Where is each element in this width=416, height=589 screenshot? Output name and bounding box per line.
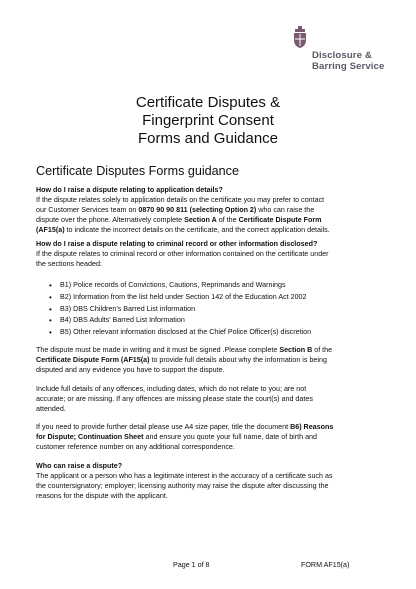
sections-list-wrap	[36, 280, 376, 339]
q1-line-4: (AF15(a) to indicate the incorrect details on the certificate, and the correct application details.	[36, 225, 330, 234]
para-3: If you need to provide further detail please use A4 size paper, title the document B6) Reasons for Dispute; Continuation Sheet and ensure you quote your full name, date of birth and customer reference number on any additional correspondence.	[36, 423, 334, 451]
q1-block	[36, 186, 376, 236]
section-heading: Certificate Disputes Forms guidance	[36, 164, 239, 178]
list-item: • B2) Information from the list held under Section 142 of the Education Act 2002	[36, 292, 376, 304]
q2-question: How do I raise a dispute relating to criminal record or other information disclosed?	[36, 240, 318, 248]
document-title	[0, 94, 416, 148]
logo-line-1: Disclosure &	[312, 50, 372, 61]
royal-crest-icon	[292, 26, 308, 48]
form-code: FORM AF15(a)	[301, 561, 350, 569]
logo-line-2: Barring Service	[312, 61, 385, 72]
q1-line-1: If the dispute relates solely to application details on the certificate you may prefer to contact	[36, 195, 325, 204]
phone-number: 0870 90 90 811 (selecting Option 2)	[138, 205, 257, 214]
q1-line-3: dispute over the phone. Alternatively complete Section A of the Certificate Dispute Form	[36, 215, 322, 224]
list-item: • B4) DBS Adults' Barred List Information	[36, 315, 376, 327]
sections-list	[36, 280, 376, 339]
title-line-3: Forms and Guidance	[137, 130, 279, 147]
q2-line-2: the sections headed:	[36, 259, 102, 268]
q1-line-2: our Customer Services team on 0870 90 90 811 (selecting Option 2) who can raise the	[36, 205, 315, 214]
q3-block: Who can raise a dispute? The applicant or a person who has a legitimate interest in the accuracy of a certificate such as the countersignatory; employer; licensing authority may raise the dispute after discussing the reasons for the dispute with the applicant.	[36, 462, 376, 502]
list-item: • B3) DBS Children's Barred List information	[36, 304, 376, 316]
logo-text	[312, 50, 384, 72]
q2-line-1: If the dispute relates to criminal record or other information contained on the certificate under	[36, 249, 329, 258]
para-1: The dispute must be made in writing and it must be signed .Please complete Section B of the Certificate Dispute Form (AF15(a) to provide full details about why the information is being disputed and any evidence you have to support the dispute.	[36, 346, 333, 374]
page-number: Page 1 of 8	[173, 561, 210, 569]
list-item: • B5) Other relevant information disclosed at the Chief Police Officer(s) discretion	[36, 327, 376, 339]
q3-question: Who can raise a dispute?	[36, 462, 123, 470]
title-line-1: Certificate Disputes &	[135, 94, 281, 111]
q1-question: How do I raise a dispute relating to application details?	[36, 186, 223, 194]
list-item: • B1) Police records of Convictions, Cautions, Reprimands and Warnings	[36, 280, 376, 292]
para-2: Include full details of any offences, including dates, which do not relate to you; are not accurate; or are missing. If any offences are missing please state the court(s) and dates attended.	[36, 385, 313, 413]
q2-block	[36, 240, 376, 270]
title-line-2: Fingerprint Consent	[142, 112, 274, 129]
dbs-logo	[292, 26, 388, 82]
